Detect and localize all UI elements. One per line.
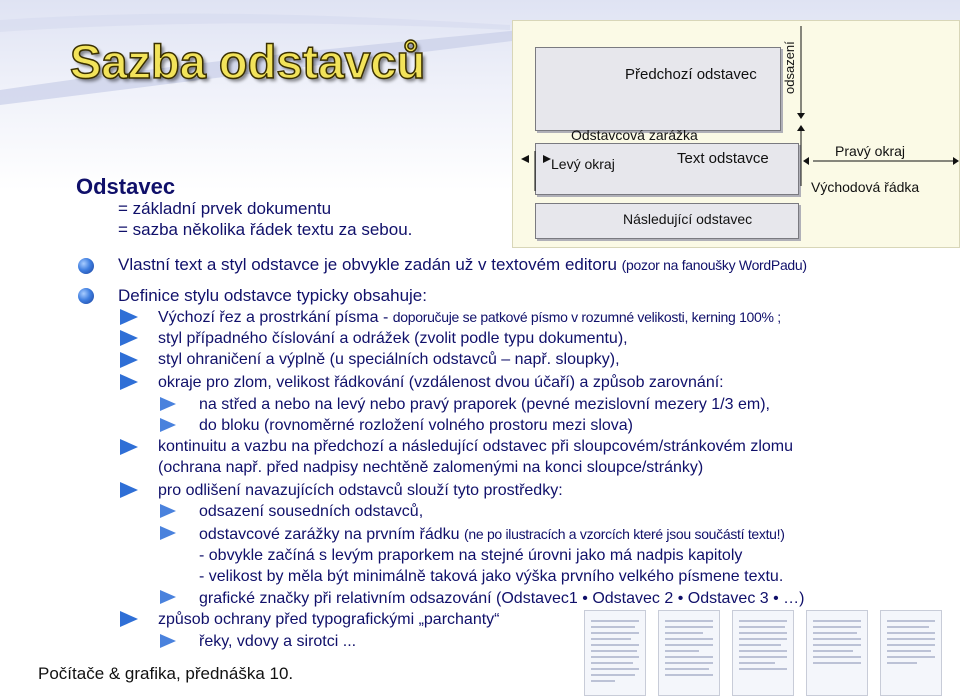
arrow-bullet-icon: [120, 611, 138, 627]
list-item: Definice stylu odstavce typicky obsahuje:: [118, 286, 427, 305]
example-thumbnail: [584, 610, 646, 696]
list-item: Výchozí řez a prostrkání písma - doporučuje se patkové písmo v rozumné velikosti, kerning 100% ;: [158, 309, 781, 326]
arrow-bullet-icon: [160, 634, 176, 648]
arrow-bullet-icon: [120, 352, 138, 368]
list-item: pro odlišení navazujících odstavců slouží tyto prostředky:: [158, 482, 563, 499]
list-item: odstavcové zarážky na prvním řádku (ne po ilustracích a vzorcích které jsou součástí textu!): [199, 526, 785, 543]
page-title: Sazba odstavců: [70, 35, 426, 88]
list-item: grafické značky při relativním odsazování (Odstavec1 • Odstavec 2 • Odstavec 3 • …): [199, 590, 805, 607]
text-label: Text odstavce: [677, 150, 769, 167]
bullet-icon: [78, 288, 94, 304]
arrow-bullet-icon: [120, 330, 138, 346]
arrow-bullet-icon: [160, 397, 176, 411]
arrow-bullet-icon: [120, 309, 138, 325]
list-item: do bloku (rovnoměrné rozložení volného prostoru mezi slova): [199, 417, 633, 434]
arrow-bullet-icon: [160, 590, 176, 604]
example-thumbnail: [658, 610, 720, 696]
section-heading: Odstavec: [76, 174, 176, 199]
arrow-bullet-icon: [160, 418, 176, 432]
list-item: řeky, vdovy a sirotci ...: [199, 633, 357, 650]
bullet-icon: [78, 258, 94, 274]
typography-examples: [584, 610, 958, 696]
list-item: způsob ochrany před typografickými „parchanty“: [158, 611, 500, 628]
footer-caption: Počítače & grafika, přednáška 10.: [38, 664, 294, 683]
arrow-bullet-icon: [120, 374, 138, 390]
example-thumbnail: [806, 610, 868, 696]
example-thumbnail: [880, 610, 942, 696]
indent-label: Odstavcová zarážka: [571, 127, 698, 143]
example-thumbnail: [732, 610, 794, 696]
arrow-bullet-icon: [120, 439, 138, 455]
definition-line-1: = základní prvek dokumentu: [118, 199, 332, 218]
next-paragraph-label: Následující odstavec: [623, 211, 753, 227]
list-item-continuation: - velikost by měla být minimálně taková jako výška prvního velkého písmene textu.: [199, 568, 784, 585]
list-item: okraje pro zlom, velikost řádkování (vzdálenost dvou účaří) a způsob zarovnání:: [158, 374, 724, 391]
paragraph-diagram: [512, 20, 960, 248]
list-item: Vlastní text a styl odstavce je obvykle zadán už v textovém editoru (pozor na fanoušky WordPadu): [118, 255, 807, 274]
list-item: na střed a nebo na levý nebo pravý praporek (pevné mezislovní mezery 1/3 em),: [199, 396, 770, 413]
left-margin-label: Levý okraj: [551, 156, 615, 172]
arrow-bullet-icon: [120, 482, 138, 498]
list-item: kontinuitu a vazbu na předchozí a následující odstavec při sloupcovém/stránkovém zlomu: [158, 438, 794, 455]
arrow-bullet-icon: [160, 526, 176, 540]
prev-paragraph-label: Předchozí odstavec: [625, 66, 757, 83]
list-item: styl ohraničení a výplně (u speciálních odstavců – např. sloupky),: [158, 351, 620, 368]
list-item: styl případného číslování a odrážek (zvolit podle typu dokumentu),: [158, 330, 628, 347]
right-margin-label: Pravý okraj: [835, 143, 906, 159]
definition-line-2: = sazba několika řádek textu za sebou.: [118, 220, 413, 239]
arrow-bullet-icon: [160, 504, 176, 518]
list-item-continuation: (ochrana např. před nadpisy nechtěně zalomenými na konci sloupce/stránky): [158, 459, 704, 476]
list-item: odsazení sousedních odstavců,: [199, 503, 424, 520]
first-line-label: Východová řádka: [811, 179, 920, 195]
list-item-continuation: - obvykle začíná s levým praporkem na stejné úrovni jako má nadpis kapitoly: [199, 547, 743, 564]
spacing-label: odsazení: [782, 41, 797, 94]
